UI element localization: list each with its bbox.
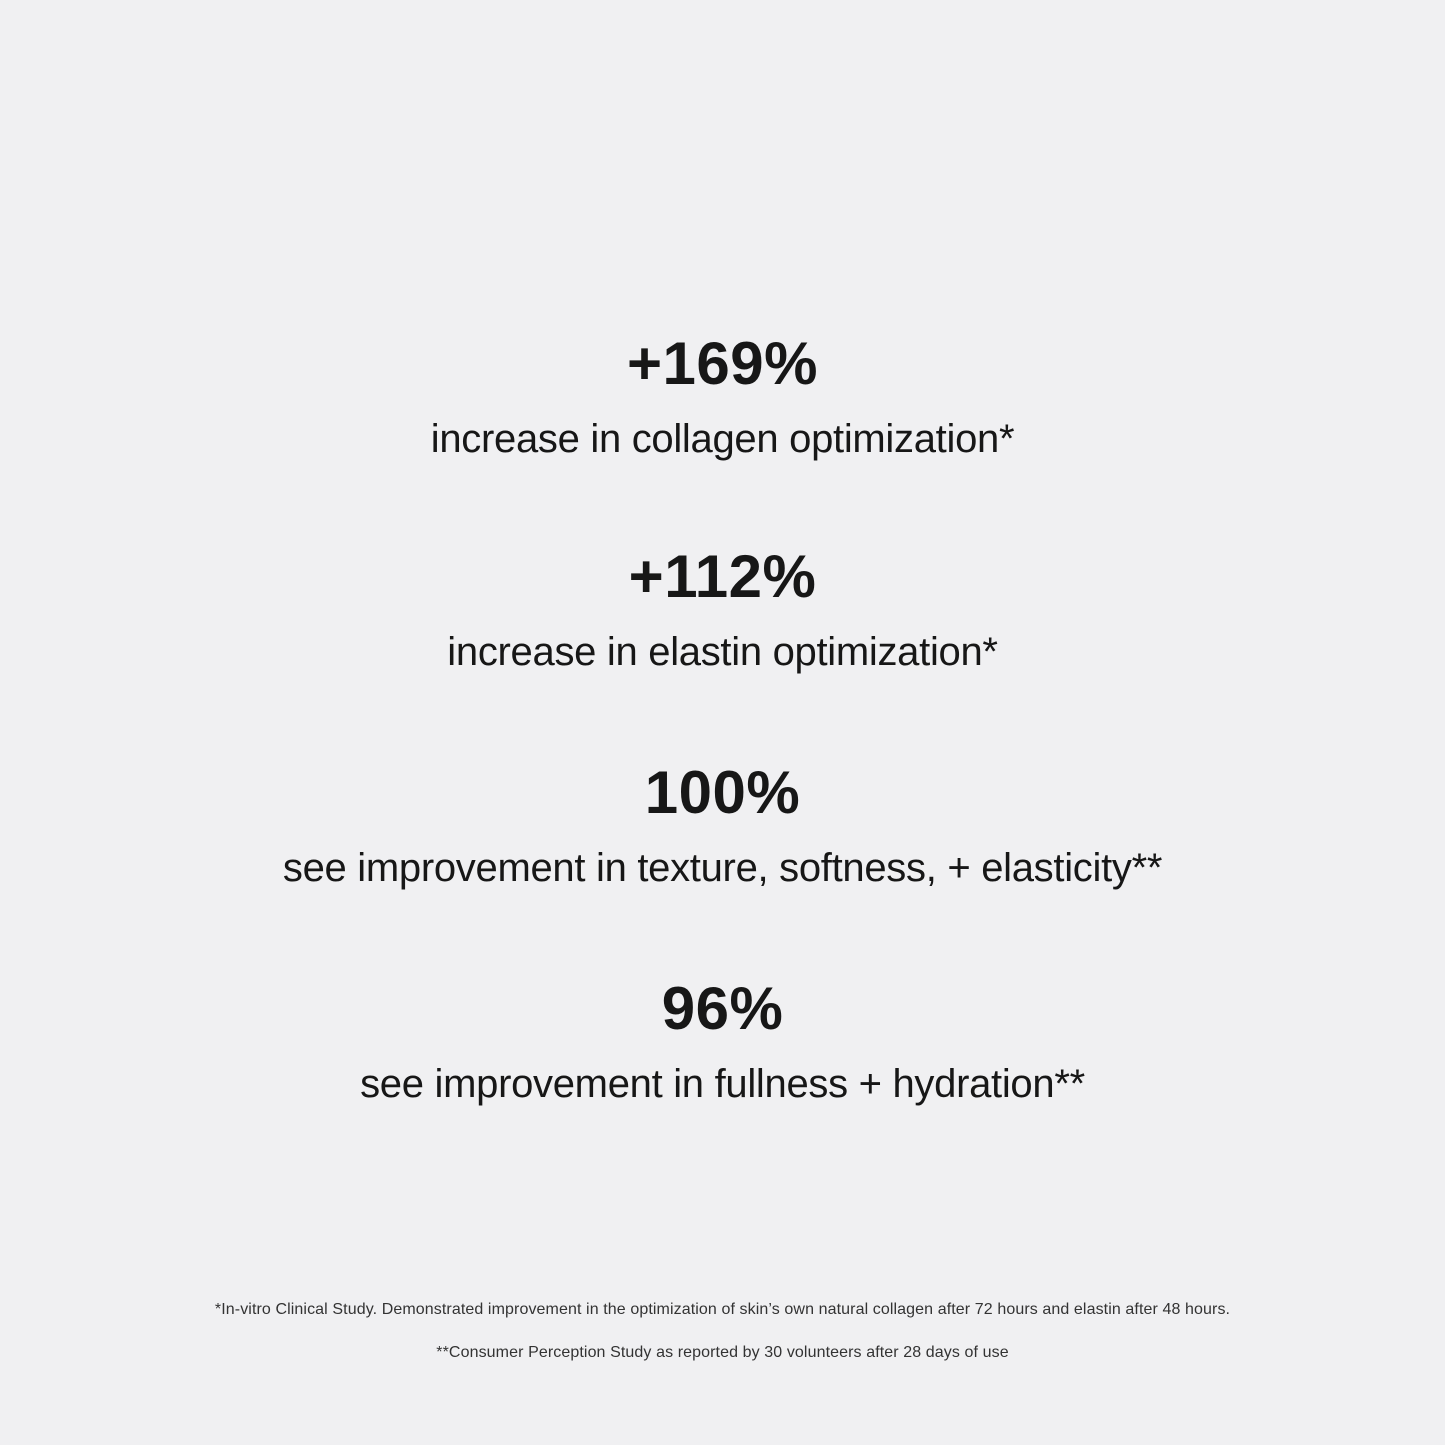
footnote-consumer-study: **Consumer Perception Study as reported by 30 volunteers after 28 days of use	[436, 1344, 1009, 1361]
stat-label-fullness: see improvement in fullness + hydration**	[360, 1062, 1085, 1106]
stat-label-collagen: increase in collagen optimization*	[430, 417, 1015, 461]
stat-block-texture	[0, 759, 1445, 891]
stat-label-texture: see improvement in texture, softness, + elasticity**	[282, 846, 1163, 890]
stat-value-fullness: 96%	[661, 975, 784, 1042]
stat-block-collagen	[0, 330, 1445, 462]
stat-label-elastin: increase in elastin optimization*	[447, 630, 998, 674]
stat-value-elastin: +112%	[628, 543, 817, 610]
stat-value-texture: 100%	[644, 759, 801, 826]
stat-block-elastin	[0, 543, 1445, 675]
stat-block-fullness	[0, 975, 1445, 1107]
stat-value-collagen: +169%	[627, 330, 818, 397]
footnote-clinical-study: *In-vitro Clinical Study. Demonstrated improvement in the optimization of skin’s own natural collagen after 72 hours and elastin after 48 hours.	[214, 1301, 1231, 1318]
